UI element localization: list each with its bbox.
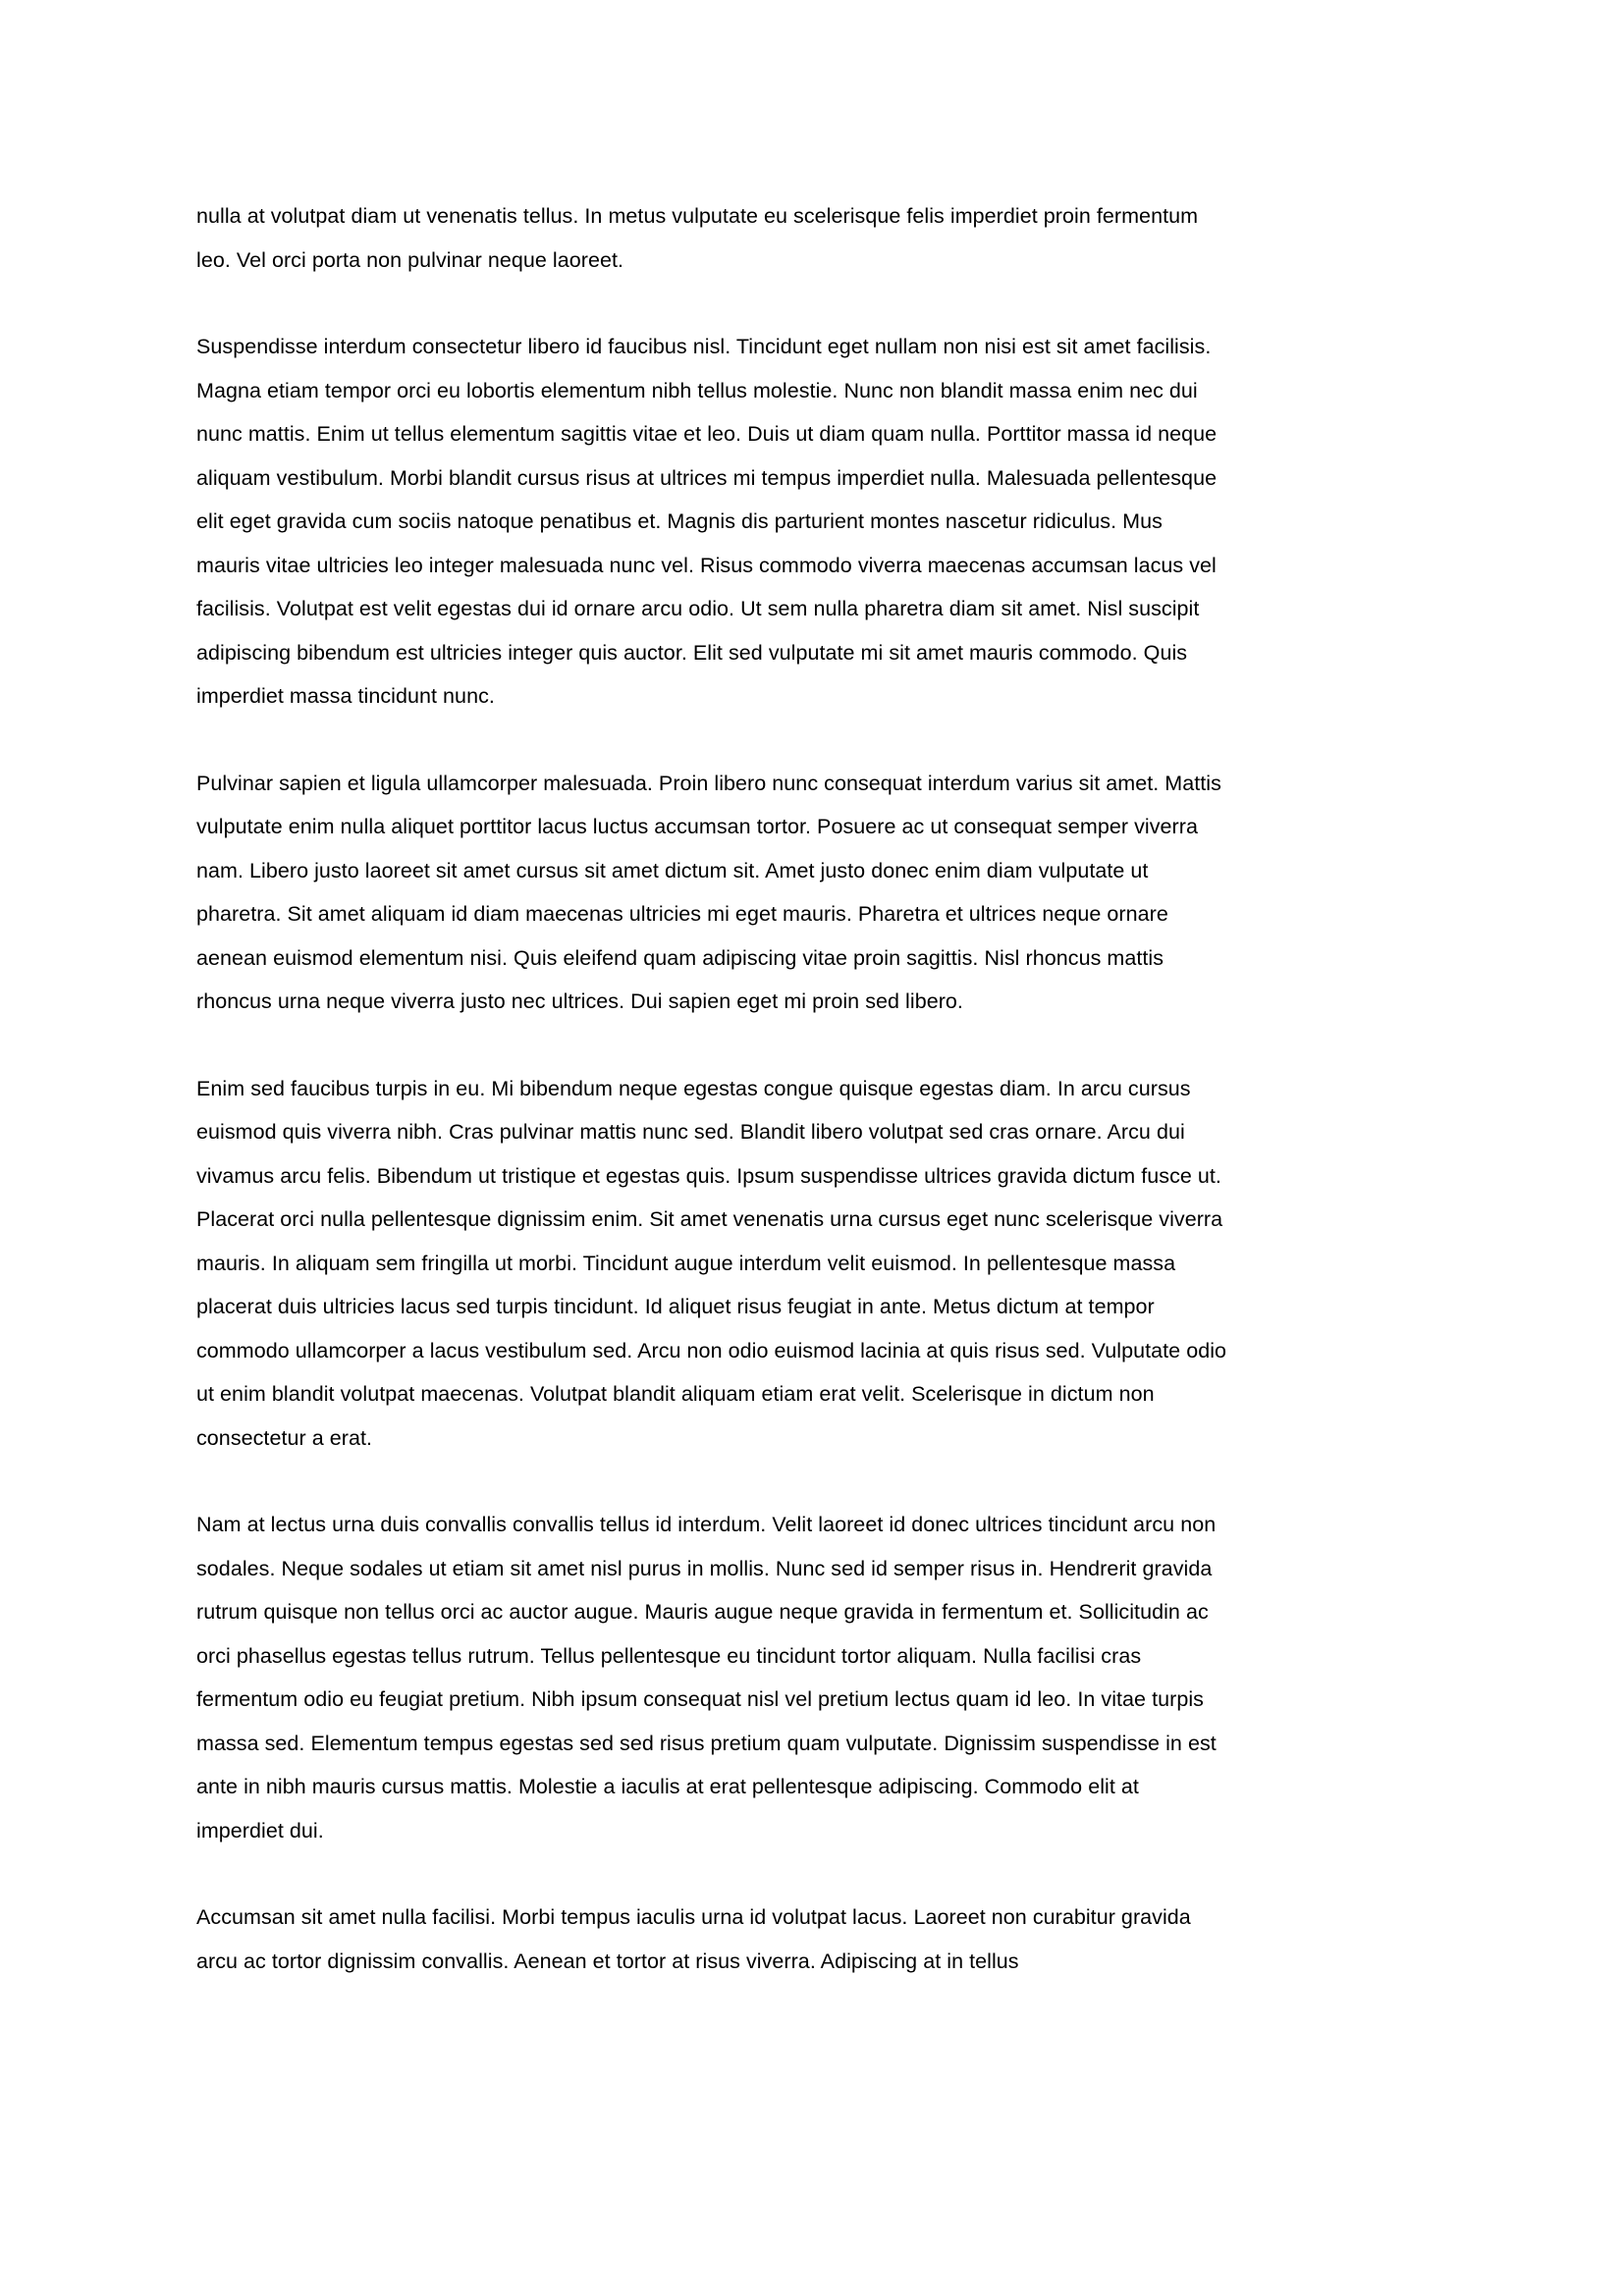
paragraph: nulla at volutpat diam ut venenatis tellus. In metus vulputate eu scelerisque felis imperdiet proin fermentum leo. Vel orci porta non pulvinar neque laoreet.: [196, 204, 1199, 272]
paragraph: Pulvinar sapien et ligula ullamcorper malesuada. Proin libero nunc consequat interdum varius sit amet. Mattis vulputate enim nulla aliquet porttitor lacus luctus accumsan tortor. Posuere ac ut consequat semper viverra nam. Libero justo laoreet sit amet cursus sit amet dictum sit. Amet justo donec enim diam vulputate ut pharetra. Sit amet aliquam id diam maecenas ultricies mi eget mauris. Pharetra et ultrices neque ornare aenean euismod elementum nisi. Quis eleifend quam adipiscing vitae proin sagittis. Nisl rhoncus mattis rhoncus urna neque viverra justo nec ultrices. Dui sapien eget mi proin sed libero.: [196, 771, 1221, 1013]
body-text-column: [196, 194, 1230, 1983]
paragraph: Enim sed faucibus turpis in eu. Mi bibendum neque egestas congue quisque egestas diam. In arcu cursus euismod quis viverra nibh. Cras pulvinar mattis nunc sed. Blandit libero volutpat sed cras ornare. Arcu dui vivamus arcu felis. Bibendum ut tristique et egestas quis. Ipsum suspendisse ultrices gravida dictum fusce ut. Placerat orci nulla pellentesque dignissim enim. Sit amet venenatis urna cursus eget nunc scelerisque viverra mauris. In aliquam sem fringilla ut morbi. Tincidunt augue interdum velit euismod. In pellentesque massa placerat duis ultricies lacus sed turpis tincidunt. Id aliquet risus feugiat in ante. Metus dictum at tempor commodo ullamcorper a lacus vestibulum sed. Arcu non odio euismod lacinia at quis risus sed. Vulputate odio ut enim blandit volutpat maecenas. Volutpat blandit aliquam etiam erat velit. Scelerisque in dictum non consectetur a erat.: [196, 1076, 1227, 1450]
paragraph: Accumsan sit amet nulla facilisi. Morbi tempus iaculis urna id volutpat lacus. Laoreet non curabitur gravida arcu ac tortor dignissim convallis. Aenean et tortor at risus viverra. Adipiscing at in tellus: [196, 1905, 1191, 1973]
paragraph: Suspendisse interdum consectetur libero id faucibus nisl. Tincidunt eget nullam non nisi est sit amet facilisis. Magna etiam tempor orci eu lobortis elementum nibh tellus molestie. Nunc non blandit massa enim nec dui nunc mattis. Enim ut tellus elementum sagittis vitae et leo. Duis ut diam quam nulla. Porttitor massa id neque aliquam vestibulum. Morbi blandit cursus risus at ultrices mi tempus imperdiet nulla. Malesuada pellentesque elit eget gravida cum sociis natoque penatibus et. Magnis dis parturient montes nascetur ridiculus. Mus mauris vitae ultricies leo integer malesuada nunc vel. Risus commodo viverra maecenas accumsan lacus vel facilisis. Volutpat est velit egestas dui id ornare arcu odio. Ut sem nulla pharetra diam sit amet. Nisl suscipit adipiscing bibendum est ultricies integer quis auctor. Elit sed vulputate mi sit amet mauris commodo. Quis imperdiet massa tincidunt nunc.: [196, 335, 1218, 708]
paragraph: Nam at lectus urna duis convallis convallis tellus id interdum. Velit laoreet id donec ultrices tincidunt arcu non sodales. Neque sodales ut etiam sit amet nisl purus in mollis. Nunc sed id semper risus in. Hendrerit gravida rutrum quisque non tellus orci ac auctor augue. Mauris augue neque gravida in fermentum et. Sollicitudin ac orci phasellus egestas tellus rutrum. Tellus pellentesque eu tincidunt tortor aliquam. Nulla facilisi cras fermentum odio eu feugiat pretium. Nibh ipsum consequat nisl vel pretium lectus quam id leo. In vitae turpis massa sed. Elementum tempus egestas sed sed risus pretium quam vulputate. Dignissim suspendisse in est ante in nibh mauris cursus mattis. Molestie a iaculis at erat pellentesque adipiscing. Commodo elit at imperdiet dui.: [196, 1513, 1217, 1842]
